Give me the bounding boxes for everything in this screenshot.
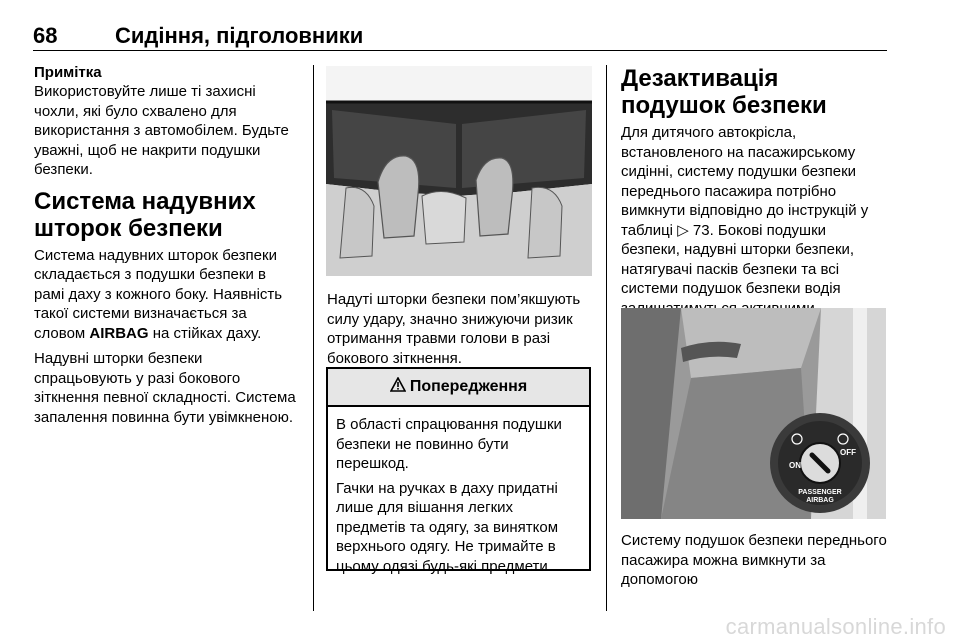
right-column	[621, 63, 889, 324]
page-reference-link[interactable]: 73	[692, 221, 710, 239]
watermark: carmanualsonline.info	[725, 614, 946, 639]
curtain-airbag-drawing	[326, 66, 592, 276]
switch-label-on: ON	[789, 461, 801, 470]
switch-label-passenger: PASSENGER	[798, 489, 842, 496]
left-column	[34, 63, 298, 433]
airbag-keyword: AIRBAG	[89, 324, 149, 342]
header-rule	[33, 50, 887, 51]
curtain-airbag-paragraph-2: Надувні шторки безпеки спрацьовують у разі бокового зіткнення певної складності. Система запалення повинна бути увімкненою.	[34, 350, 296, 426]
warning-triangle-icon	[390, 377, 406, 397]
curtain-airbag-illustration	[326, 66, 592, 276]
note-text: Використовуйте лише ті захисні чохли, які було схвалено для використання з автомобілем. Будьте уважні, щоб не накрити подушки безпеки.	[34, 83, 289, 178]
right-column-bottom	[621, 531, 889, 596]
section-title-curtain-airbags: Система надувних шторок безпеки	[34, 187, 256, 242]
column-divider-right	[606, 65, 607, 611]
deactivation-paragraph-1	[621, 123, 889, 318]
warning-title: Попередження	[409, 378, 528, 395]
airbag-switch-drawing	[621, 308, 886, 519]
page-number: 68	[33, 23, 58, 48]
deact-text-end: . Бокові подушки безпеки, надувні шторки безпеки, натягувачі пасків безпеки та всі системи подушок безпеки водія	[621, 221, 855, 297]
switch-label-off: OFF	[840, 448, 856, 457]
warning-box	[326, 367, 591, 575]
warning-body	[328, 407, 589, 576]
switch-label-airbag: AIRBAG	[806, 497, 834, 504]
page-header-title: Сидіння, підголовники	[115, 23, 364, 48]
note-heading: Примітка	[34, 64, 102, 81]
p1-text-start: Система надувних шторок безпеки складається з подушки безпеки в рамі даху з кожного боку. Наявність такої системи визначається за словом	[34, 246, 283, 342]
p1-text-end: на стійках даху.	[148, 324, 262, 342]
page-reference-icon: ▷	[677, 221, 689, 239]
section-title-airbag-deactivation: Дезактивація подушок безпеки	[621, 65, 827, 119]
airbag-switch-photo	[621, 308, 886, 519]
middle-column	[327, 290, 593, 374]
deactivation-paragraph-2: Систему подушок безпеки переднього пасажира можна вимкнути за допомогою	[621, 532, 887, 588]
warning-header	[328, 369, 589, 407]
warning-paragraph-1: В області спрацювання подушки безпеки не повинно бути перешкод.	[336, 416, 562, 472]
figure-caption: Надуті шторки безпеки пом’якшують силу удару, значно знижуючи ризик отримання травми голови в разі бокового зіткнення.	[327, 291, 581, 367]
deact-text-start: Для дитячого автокрісла, встановленого на пасажирському сидінні, систему подушки безпеки переднього пасажира потрібно вимкнути відповідно до інструкцій у таблиці	[621, 124, 869, 239]
column-divider-left	[313, 65, 314, 611]
curtain-airbag-paragraph-1	[34, 246, 298, 344]
warning-paragraph-2: Гачки на ручках в даху придатні лише для вішання легких предметів та одягу, за винятком верхнього одягу. Не тримайте в цьому одязі будь-які предмети.	[336, 479, 559, 575]
